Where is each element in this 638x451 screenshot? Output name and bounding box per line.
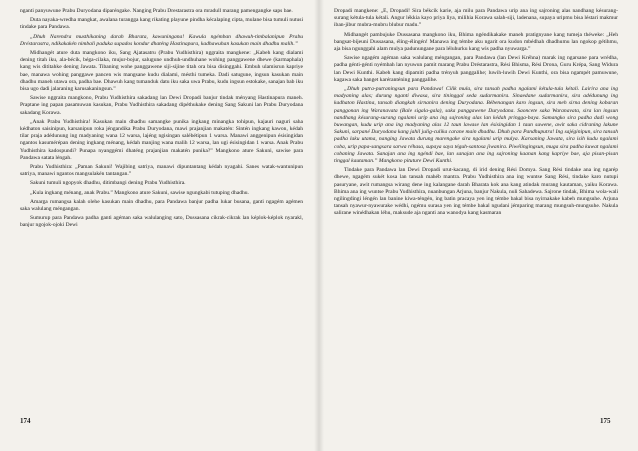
left-paragraph: Midhangét ature duta mangkono iku, Sang Ajatasatru (Prabu Yudhisthira) nggraita mangkene: „Kabeh kang dialami dening titah iku, ala-bécik, béga-cilaka, mujur-bojur, salugune undhuh-undhuhane wohing panggawene dhewe (karmaphala) kang wis dititahke dening Jawata. Tibaning wohe panggawene siji-sijine titah ora bisa disinggahi. Embuh ulamisrun kapriye bae, manawa wohing panggawe pancen wis mangsane kudu dialami, mésthi tumeka. Dadi satugune, ingsun kasukan main dhadhu maneh utawa ora, padha bae. Dhawuh kang tumanduk datu iku saka uwa Prabu, kudu ingsun estokake, sanajan bab iku bisa ugo dadi jalaraning karusakaningsun.” — [20, 50, 303, 93]
left-paragraph: „Anak Prabu Yudhisthira! Kasukan main dhadhu samangke punika ingkang minangka tohipun, kajauri naguri saha kédhaton saisinipun, karsanipun roka jéngandika Prabu Duryodana, mawi prajanjian makatén: Sintén ingkang kawon, kédah tilar praja adédunung ing madyaning wana 12 warsa, lajéng ngisingan salébétipun 1 warsa. Manawi anggenipun ésisingidan ngantos kasumérépan dening ingkang ménang, kédah manjing wana malih 12 warsa, lan ugi ésisingidan 1 warsa. Anak Prabu Yudhisthira kadospundi? Punapa nyanggémi dhaténg prajanjian makatén punika?” Mangkono ature Sakuni, sawise para Pandawa satata léngah. — [20, 118, 303, 161]
left-paragraph: „Dhuh Narendra musthikaning darah Bharata, kawuningana! Kawula ngémban dhawuh-timbalanipun Prabu Dréstarastra, ndikakakén nimbali paduka supados kondur dhaténg Hastinapura, kadhawuhan kasukan main dhadhu malih.” — [20, 33, 303, 47]
right-paragraph: Midhangét pambujuke Dussasana mangkono iku, Bhima ngéndikakake maneh pratignyane kang tumeja théweke: „Heh bangsat-bijeuni Dussasana, éling-élingén! Manawa ing témbe aku ngarit ora kudon mbédhah dhadhumu lan ngokop gétihmu, aja bisa ngunggahi alam mulya padunungane para léluhurku kang wis padha nyuwarga.” — [334, 31, 618, 53]
left-paragraph: Sakuni tumuli ngopyok dhadhu, ditimbangi dening Prabu Yudhisthira. — [30, 180, 186, 187]
left-paragraph: Sumurup para Pandawa padha ganti agéman saka walulanging sato, Dussasana cikrak-cikrak lan képlok-képlok nyarakl, banjur ngojok-ojoki Dewi — [20, 215, 303, 229]
page-number-left: 174 — [20, 417, 31, 425]
left-paragraph: „Kula ingkang ménang, anak Prabu.” Mangkono ature Sakuni, sawise ngungkabi tutuping dhadhu. — [30, 189, 249, 196]
right-paragraph: Tindake para Pandawa lan Dewi Dropadi urut-kacang, di irid dening Rési Domya. Sang Rési tindake ana ing ngarép dhewe, ngagém sukét kosa lan tansah mahéb mantra. Prabu Yudhisthira ana ing wuntse Sang Rési, tindake karo nutupi pasuryane, awit rumangsa wirang dene ing kalangane darah Bharata kok ana kang atindak murang kautaman, yaiku Korawa. Bhima ana ing wuntse Prabu Yudhisthira, nuanbungan Arjuna, banjur Nakula, nuli Sahadewa. Sajrone tindak, Bhima wola-wali ngilingdingi léngén lan banine kiwa-téngén, ing batin pracaya yen ing témbe bakal bisa nyirnakake kabeh mungsuhe. Arjuna tansah nyawur-nyawurake wédhi, ngému surasa yen ing témbe bakal ngudani jémparing marang mungsuh-mungsuhe. Nakula salirane winédhakan léhu, maksude aja nganti ana wanodya kang kasmaran — [334, 167, 618, 217]
book-gutter — [314, 0, 324, 451]
right-paragraph: „Dhuh putra-putraningsun para Pandawa! Cilik mula, sira tansah padha ngalami kétula-tula kétali. Lairira ana ing madyaning alas; durung nganti diwasa, sira tininggal seda sudarmanira. Sinaedane sudarmanira, sira adédunung ing kadhaton Hastina, tansah diangkah sirnanira dening Duryodana. Bébenangan karo ingsun, sira meh sirna dening kobaran panggonan ing Waranavata (Bale sigala-gala), saka panggawene Duryodana. Saoncete saka Waranavata, sira lan ingsun nandhang késurang-surang ngalami urip ana ing sajroning alas lan kédah pringga-baya. Samangko sira padha dadi wong buwangan, kudu urip ana ing madyaning alas 12 taun lawase lan ésisingidan 1 taun suwene, awit saka cidraning lakune Sakuni, sarpané Duryodana kang jahil julig-culika carane main dhadhu. Dhuh para Pandhuputra! Ing sajéginipun, sira tansah padha laku utama, nanging Jawata durung marengake sira ngalami urip mulya. Karsaning Jawata, sira isih kudu ngalami coba, urip papa-sangsara sarwa réhasa, supaya saya téguh-santosa jiwanira. Piwélingingsun, muga sira padha kuwat ngalami cobaning Jawata. Sanajan ana ing ngéndi bae, lan sanajan ana ing sajroning kaanan kang kapriye bae, aja pisan-pisan tinggal kautaman.” Mangkono pituture Dewi Kunthi. — [334, 86, 618, 165]
page-number-right: 175 — [600, 417, 611, 425]
left-paragraph: Prabu Yudhisthira: „Paman Sakuni! Wajibing satriya, manawi dipuntantang kédah nyagahi. Sanes watak-wantunipun satriya, manawi ngantos mangsulakén tantangan.” — [20, 164, 303, 178]
left-paragraph: Amarga rumangsa kalah olehe kasukan main dhadhu, para Pandawa banjur padha lukar busana, ganti ngagém agémen saka walulang méngangan. — [20, 198, 303, 213]
right-paragraph: Dropadi mangkene: „E, Dropadi! Sira békcik karie, aja milu para Pandawa urip ana ing sajroning alas nandhang késurang-surang kétula-tula kétali. Angur lékkia kayo priya liya, milihia Korawa salah-siji, ladenana, supaya uripmu bisa léstari makmur iban-jibur mubra-mubru blubur madu.” — [334, 8, 618, 29]
right-paragraph: Sawise ngagém agéman saka walulang méngangan, para Pandawa (lan Dewi Kréhna) marak ing ngarsane para wrédha, padha génti-génti nyémbah lan nyuwun pamit marang Prabu Dréstarastra, Rési Bhisma, Rési Drona, Guru Krépa, Sang Widura lan Dewi Kunthi. Kabeh kang dipamiti padha trényuh panggalihe; luwih-luwih Dewi Kunthi, ora bisa ngampét pamuwune, kagawa saka banget karéranténing panggalihe. — [334, 55, 618, 83]
right-page — [334, 8, 618, 420]
left-paragraph: nganti panyuwune Prabu Duryodana diparéngake. Nanging Prabu Drestarastra ora mradull marang pamengangke saps bae. — [20, 8, 293, 14]
left-paragraph: Sawise nggraita mangkono, Prabu Yudhisthira sakadang lan Dewi Dropadi banjur tindak ményang Hastinapura maneh. Praptane ing papan pasamuwan kasukan, Prabu Yudhisthira sakadang dipéthukake dening Sang Sakuni lan Prabu Duryodana sakadang Korawa. — [20, 95, 303, 116]
left-page — [20, 8, 303, 420]
left-paragraph: Duta nayaka-wredha mangkat, awalana turangga kang rikating playune pindha kécalaping cipta, mulane bisa tumuli nutusi tindake para Pandawa. — [20, 17, 303, 31]
